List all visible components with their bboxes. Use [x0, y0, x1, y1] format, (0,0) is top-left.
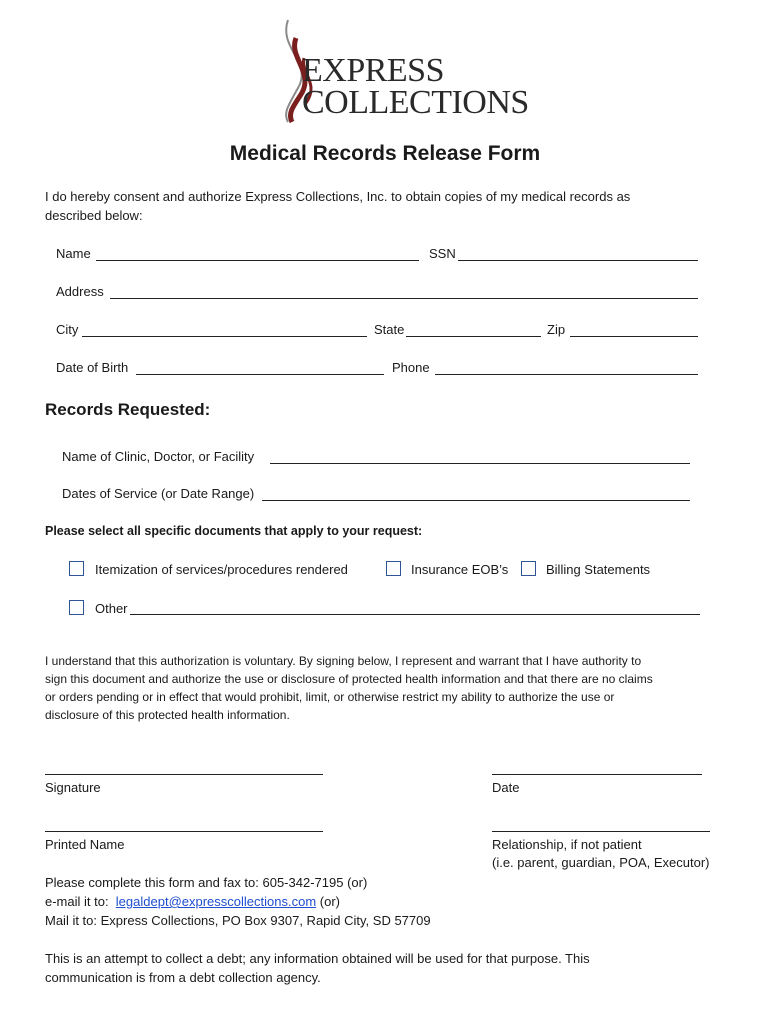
fax-instructions: Please complete this form and fax to: 605-342-7195 (or)	[45, 875, 368, 890]
disclaimer-line-2: communication is from a debt collection agency.	[45, 970, 321, 985]
authorization-line-2: sign this document and authorize the use or disclosure of protected health information and that there are no claims	[45, 672, 653, 686]
relationship-note: (i.e. parent, guardian, POA, Executor)	[492, 855, 710, 870]
state-field[interactable]	[406, 336, 541, 337]
signature-label: Signature	[45, 780, 101, 795]
itemization-label: Itemization of services/procedures rendered	[95, 562, 348, 577]
clinic-label: Name of Clinic, Doctor, or Facility	[62, 449, 255, 464]
disclaimer-line-1: This is an attempt to collect a debt; any information obtained will be used for that purpose. This	[45, 951, 590, 966]
relationship-field[interactable]	[492, 831, 710, 832]
date-label: Date	[492, 780, 520, 795]
date-field[interactable]	[492, 774, 702, 775]
billing-statements-checkbox[interactable]	[521, 561, 536, 576]
insurance-eob-label: Insurance EOB’s	[411, 562, 509, 577]
other-label: Other	[95, 601, 128, 616]
printed-name-label: Printed Name	[45, 837, 125, 852]
city-label: City	[56, 322, 79, 337]
company-logo	[258, 18, 529, 123]
phone-field[interactable]	[435, 374, 698, 375]
printed-name-field[interactable]	[45, 831, 323, 832]
intro-line-1: I do hereby consent and authorize Express Collections, Inc. to obtain copies of my medical records as	[45, 189, 631, 204]
address-field[interactable]	[110, 298, 698, 299]
clinic-field[interactable]	[270, 463, 690, 464]
dates-label: Dates of Service (or Date Range)	[62, 486, 255, 501]
name-field[interactable]	[96, 260, 419, 261]
dob-label: Date of Birth	[56, 360, 129, 375]
email-prefix: e-mail it to:	[45, 894, 116, 909]
email-instructions	[45, 894, 340, 910]
other-field[interactable]	[130, 614, 700, 615]
authorization-line-1: I understand that this authorization is voluntary. By signing below, I represent and warrant that I have authority to	[45, 654, 642, 668]
itemization-checkbox[interactable]	[69, 561, 84, 576]
zip-label: Zip	[547, 322, 566, 337]
insurance-eob-checkbox[interactable]	[386, 561, 401, 576]
state-label: State	[374, 322, 405, 337]
name-label: Name	[56, 246, 91, 261]
mail-instructions: Mail it to: Express Collections, PO Box 9307, Rapid City, SD 57709	[45, 913, 431, 928]
ssn-field[interactable]	[458, 260, 698, 261]
billing-statements-label: Billing Statements	[546, 562, 651, 577]
ssn-label: SSN	[429, 246, 456, 261]
authorization-line-3: or orders pending or in effect that would prohibit, limit, or otherwise restrict my ability to authorize the use or	[45, 690, 615, 704]
other-checkbox[interactable]	[69, 600, 84, 615]
phone-label: Phone	[392, 360, 430, 375]
signature-field[interactable]	[45, 774, 323, 775]
documents-heading: Please select all specific documents that apply to your request:	[45, 524, 423, 538]
intro-line-2: described below:	[45, 208, 143, 223]
email-link[interactable]: legaldept@expresscollections.com	[115, 894, 317, 909]
logo-line2: COLLECTIONS	[302, 84, 529, 121]
relationship-label: Relationship, if not patient	[492, 837, 642, 852]
authorization-line-4: disclosure of this protected health information.	[45, 708, 290, 722]
email-suffix: (or)	[316, 894, 340, 909]
address-label: Address	[56, 284, 104, 299]
zip-field[interactable]	[570, 336, 698, 337]
logo-line1: EXPRESS	[302, 52, 444, 89]
city-field[interactable]	[82, 336, 367, 337]
dates-field[interactable]	[262, 500, 690, 501]
page-title: Medical Records Release Form	[229, 142, 541, 165]
dob-field[interactable]	[136, 374, 384, 375]
records-heading: Records Requested:	[45, 400, 211, 419]
